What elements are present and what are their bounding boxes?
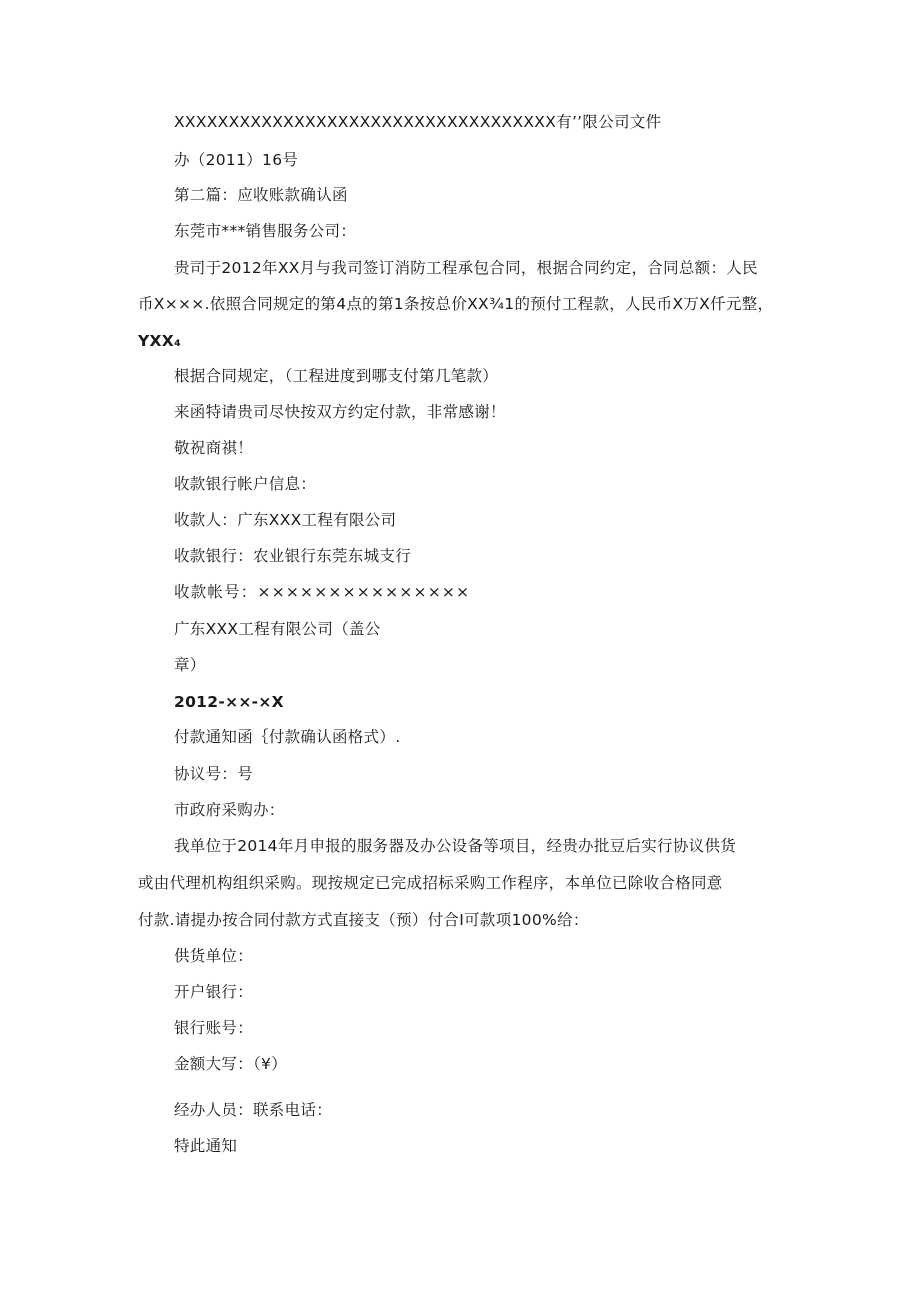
payee-bank: 收款银行：农业银行东莞东城支行 xyxy=(174,547,412,565)
payee: 收款人：广东XXX工程有限公司 xyxy=(174,511,397,529)
letter1-para1-line3: YXX₄ xyxy=(138,332,182,350)
letter2-para1-line3: 付款.请提办按合同付款方式直接支（预）付合I可款项100%给： xyxy=(138,911,589,929)
bank-info-title: 收款银行帐户信息： xyxy=(174,475,317,493)
signature-line1: 广东XXX工程有限公司（盖公 xyxy=(174,620,381,638)
document-header: XXXXXXXXXXXXXXXXXXXXXXXXXXXXXXXXXXX有’’限公司文件 xyxy=(174,113,662,131)
letter1-closing: 敬祝商祺！ xyxy=(174,439,254,457)
letter2-title: 付款通知函｛付款确认函格式）. xyxy=(174,728,401,746)
letter2-para1-line1: 我单位于2014年月申报的服务器及办公设备等项目，经贵办批豆后实行协议供货 xyxy=(174,837,737,855)
letter2-para1-line2: 或由代理机构组织采购。现按规定已完成招标采购工作程序，本单位已除收合格同意 xyxy=(138,874,723,892)
letter1-para2: 根据合同规定，（工程进度到哪支付第几笔款） xyxy=(174,367,499,385)
account-label: 银行账号： xyxy=(174,1019,254,1037)
letter1-date: 2012-××-×X xyxy=(174,693,284,711)
letter1-para3: 来函特请贵司尽快按双方约定付款，非常感谢！ xyxy=(174,403,506,421)
section-title: 第二篇：应收账款确认函 xyxy=(174,186,348,204)
letter1-recipient: 东莞市***销售服务公司： xyxy=(174,222,357,240)
document-number: 办（2011）16号 xyxy=(174,151,299,169)
supplier-label: 供货单位： xyxy=(174,947,254,965)
payee-account: 收款帐号：××××××××××××××× xyxy=(174,583,471,601)
contact-label: 经办人员：联系电话： xyxy=(174,1101,333,1119)
letter2-recipient: 市政府采购办： xyxy=(174,801,285,819)
signature-line2: 章） xyxy=(174,656,206,674)
amount-label: 金额大写：（¥） xyxy=(174,1055,288,1073)
agreement-number: 协议号：号 xyxy=(174,765,254,783)
notice-text: 特此通知 xyxy=(174,1137,238,1155)
letter1-para1-line2: 币X×××.依照合同规定的第4点的第1条按总价XX¾1的预付工程款，人民币X万X仟元整， xyxy=(138,295,774,313)
letter1-para1-line1: 贵司于2012年XX月与我司签订消防工程承包合同，根据合同约定，合同总额：人民 xyxy=(174,259,758,277)
bank-label: 开户银行： xyxy=(174,983,254,1001)
